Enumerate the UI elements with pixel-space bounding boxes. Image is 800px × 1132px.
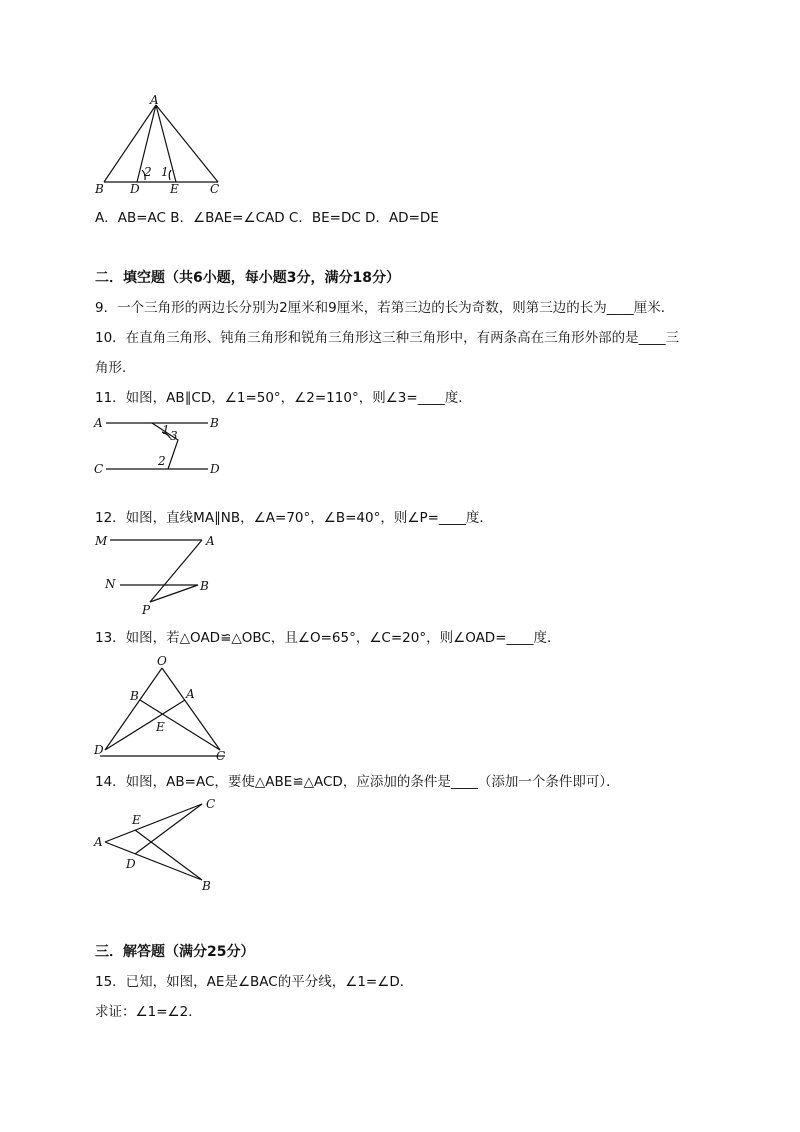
figure-q12-parallel-lines [90,530,230,620]
fig8-label-C: C [210,182,220,196]
question-11: 11．如图，AB∥CD，∠1=50°，∠2=110°，则∠3=____度． [95,390,472,406]
question-9: 9．一个三角形的两边长分别为2厘米和9厘米，若第三边的长为奇数，则第三边的长为____厘米． [95,300,675,316]
question-13: 13．如图，若△OAD≌△OBC，且∠O=65°，∠C=20°，则∠OAD=____度． [95,630,561,646]
fig8-label-1: 1 [161,165,169,179]
figure-q14-triangles [90,792,230,897]
fig11-label-B: B [210,416,219,430]
fig13-label-D: D [94,743,104,757]
section-2-title: 二．填空题（共6小题，每小题3分，满分18分） [95,270,400,286]
fig8-label-2: 2 [144,165,152,179]
fig11-label-1: 1 [162,423,170,437]
fig11-label-D: D [210,462,220,476]
fig14-label-A: A [94,835,103,849]
fig12-label-A: A [206,534,215,548]
fig11-label-3: 3 [170,429,178,443]
question-10-line-1: 10．在直角三角形、钝角三角形和锐角三角形这三种三角形中，有两条高在三角形外部的是____三 [95,330,680,346]
fig8-label-D: D [130,182,140,196]
fig14-label-C: C [206,797,216,811]
fig13-label-B: B [130,689,139,703]
fig14-label-D: D [126,857,136,871]
figure-q13-triangles [90,650,230,765]
fig11-label-2: 2 [158,454,166,468]
figure-q8-triangle [90,90,230,200]
fig11-label-C: C [94,462,104,476]
fig13-label-C: C [216,749,226,763]
figure-q11-parallel-lines [90,410,230,480]
fig14-label-E: E [132,813,141,827]
question-14: 14．如图，AB=AC，要使△ABE≌△ACD，应添加的条件是____（添加一个条件即可）． [95,774,620,790]
question-12: 12．如图，直线MA∥NB，∠A=70°，∠B=40°，则∠P=____度． [95,510,493,526]
fig12-label-B: B [200,579,209,593]
fig8-label-A: A [150,93,159,107]
question-15-line-2: 求证：∠1=∠2． [95,1004,202,1020]
fig8-label-B: B [95,182,104,196]
fig8-label-E: E [170,182,179,196]
question-15-line-1: 15．已知，如图，AE是∠BAC的平分线，∠1=∠D． [95,974,414,990]
section-3-title: 三．解答题（满分25分） [95,944,255,960]
fig13-label-A: A [186,687,195,701]
q8-options: A．AB=AC B．∠BAE=∠CAD C．BE=DC D．AD=DE [95,210,439,226]
fig14-label-B: B [202,879,211,893]
fig12-label-M: M [95,534,108,548]
fig13-label-E: E [156,720,165,734]
fig12-label-N: N [105,577,116,591]
fig11-label-A: A [94,416,103,430]
fig12-label-P: P [142,603,151,617]
question-10-line-2: 角形． [95,360,136,376]
fig13-label-O: O [157,654,167,668]
